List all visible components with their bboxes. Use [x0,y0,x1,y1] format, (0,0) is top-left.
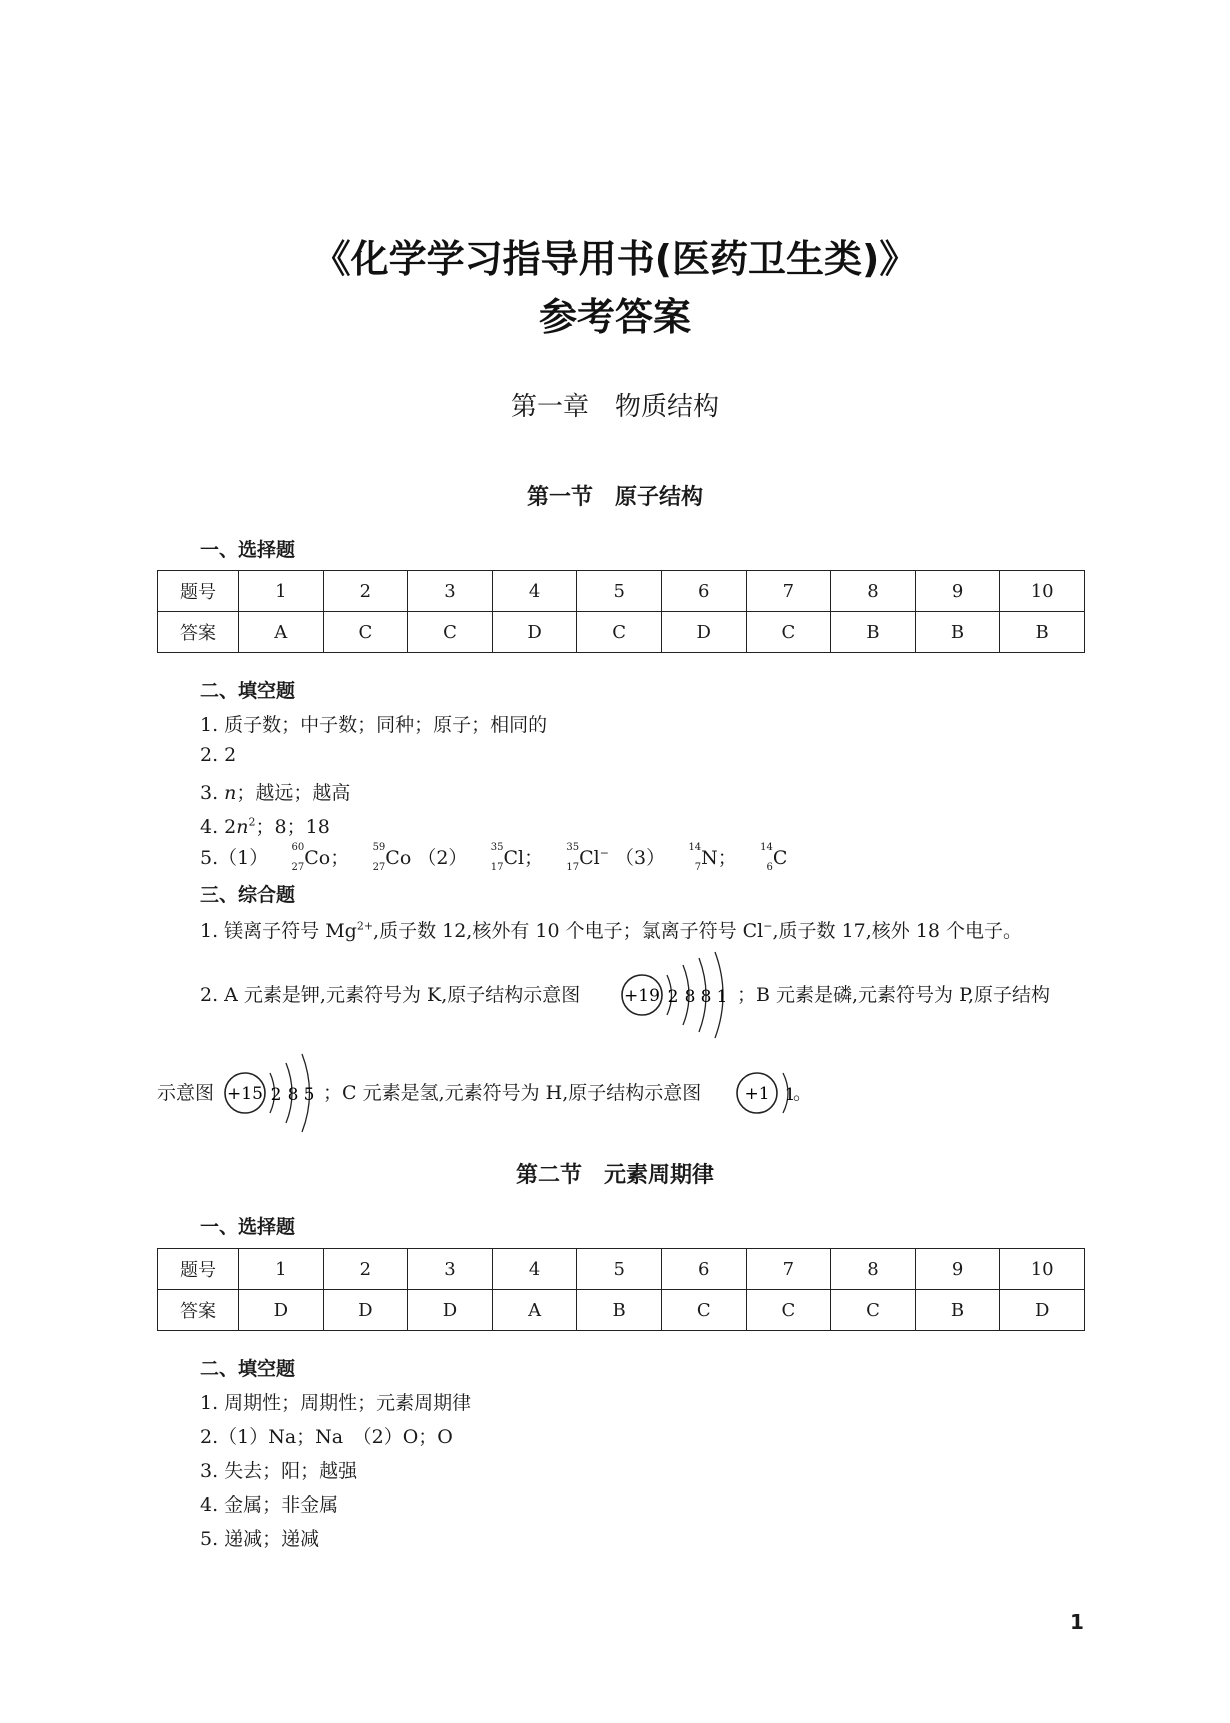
chapter-title: 第一章 物质结构 [510,392,719,422]
table-cell: 3 [408,1249,493,1290]
fill-line: 3. n；越远；越高 [200,782,351,804]
fill-heading: 二、填空题 [200,1358,296,1380]
table-cell: 7 [746,1249,831,1290]
fill-line: 1. 周期性；周期性；元素周期律 [200,1392,472,1414]
nuclide-cl35: 35 17 [490,842,504,873]
fill-line: 3. 失去；阳；越强 [200,1460,358,1482]
svg-text:+19: +19 [624,986,660,1006]
table-cell: 1 [239,1249,324,1290]
svg-text:8: 8 [700,987,712,1007]
table-row [158,571,1085,612]
table-cell: 答案 [158,1290,239,1331]
table-cell: D [323,1290,408,1331]
comp-line-cont: ；C 元素是氢,元素符号为 H,原子结构示意图 [323,1082,702,1104]
table-cell: 1 [239,571,324,612]
table-cell: 5 [577,571,662,612]
table-cell: A [492,1290,577,1331]
table-cell: 10 [1000,571,1085,612]
atom-diagram-p [223,1050,323,1140]
page-number: 1 [1070,1610,1084,1634]
comp-line-cont: ；B 元素是磷,元素符号为 P,原子结构 [737,984,1051,1006]
svg-text:1: 1 [716,987,728,1007]
fill-line: 2. 2 [200,744,237,766]
choice-heading: 一、选择题 [200,1216,296,1238]
nuclide-c14: 14 6 [760,842,773,873]
table-row [158,1249,1085,1290]
table-cell: C [323,612,408,653]
table-cell: C [408,612,493,653]
svg-text:2: 2 [667,987,679,1007]
table-cell: 8 [831,571,916,612]
table-cell: 6 [661,1249,746,1290]
fill-heading: 二、填空题 [200,680,296,702]
comp-line: 1. 镁离子符号 $Mg^{2+}$,质子数 12,核外有 10 个电子；氯离子符号 Cl−,质子数 17,核外 18 个电子。 [200,919,1023,942]
table-cell: 6 [661,571,746,612]
table-cell: B [577,1290,662,1331]
table-cell: 4 [492,571,577,612]
table-cell: 8 [831,1249,916,1290]
section-title: 第二节 元素周期律 [515,1163,714,1188]
table-cell: A [239,612,324,653]
table-cell: C [661,1290,746,1331]
table-cell: 10 [1000,1249,1085,1290]
table-cell: B [915,612,1000,653]
book-title: 《化学学习指导用书(医药卫生类)》 [312,237,918,281]
svg-text:+1: +1 [744,1084,770,1104]
answer-table [157,1248,1085,1331]
table-cell: C [577,612,662,653]
table-cell: D [1000,1290,1085,1331]
fill-line: 2.（1）Na；Na （2）O；O [200,1426,453,1448]
table-cell: 3 [408,571,493,612]
svg-text:8: 8 [287,1085,299,1105]
table-cell: C [746,1290,831,1331]
svg-text:2: 2 [270,1085,282,1105]
table-cell: 答案 [158,612,239,653]
fill-line: 4. $2n^2$；8；18 [200,815,330,838]
table-cell: C [831,1290,916,1331]
svg-text:+15: +15 [227,1084,263,1104]
table-cell: D [661,612,746,653]
table-cell: B [915,1290,1000,1331]
nuclide-co60: 60 27 [291,842,305,873]
comp-line: 2. A 元素是钾,元素符号为 K,原子结构示意图 [200,984,581,1006]
comp-line-cont: 示意图 [157,1082,215,1104]
table-row [158,1290,1085,1331]
atom-diagram-k [620,950,735,1044]
fill-line: 5. 递减；递减 [200,1528,320,1550]
nuclide-cl35-ion: 35 17 [566,842,580,873]
choice-heading: 一、选择题 [200,539,296,561]
fill-line: 1. 质子数；中子数；同种；原子；相同的 [200,714,548,736]
table-cell: 4 [492,1249,577,1290]
table-cell: B [1000,612,1085,653]
nuclide-n14: 14 7 [688,842,702,873]
fill-line: 4. 金属；非金属 [200,1494,339,1516]
section-title: 第一节 原子结构 [526,485,703,510]
table-cell: D [239,1290,324,1331]
table-cell: 2 [323,571,408,612]
comp-line-cont: 。 [793,1082,813,1104]
table-cell: D [408,1290,493,1331]
table-cell: 9 [915,1249,1000,1290]
table-cell: 2 [323,1249,408,1290]
table-cell: B [831,612,916,653]
svg-text:5: 5 [303,1085,315,1105]
table-cell: 9 [915,571,1000,612]
nuclide-co59: 59 27 [372,842,386,873]
table-cell: 题号 [158,1249,239,1290]
table-cell: 题号 [158,571,239,612]
answer-table [157,570,1085,653]
table-cell: 5 [577,1249,662,1290]
table-cell: 7 [746,571,831,612]
table-row [158,612,1085,653]
fill-line: 5.（1） 60 27 Co； 59 27 Co （2） 35 17 Cl； 35 17 Cl− （3） 14 7 N； 14 6 C [200,842,788,873]
svg-text:1: 1 [784,1085,796,1105]
table-cell: C [746,612,831,653]
comp-heading: 三、综合题 [200,884,296,906]
answer-subtitle: 参考答案 [538,295,691,339]
table-cell: D [492,612,577,653]
svg-text:8: 8 [684,987,696,1007]
